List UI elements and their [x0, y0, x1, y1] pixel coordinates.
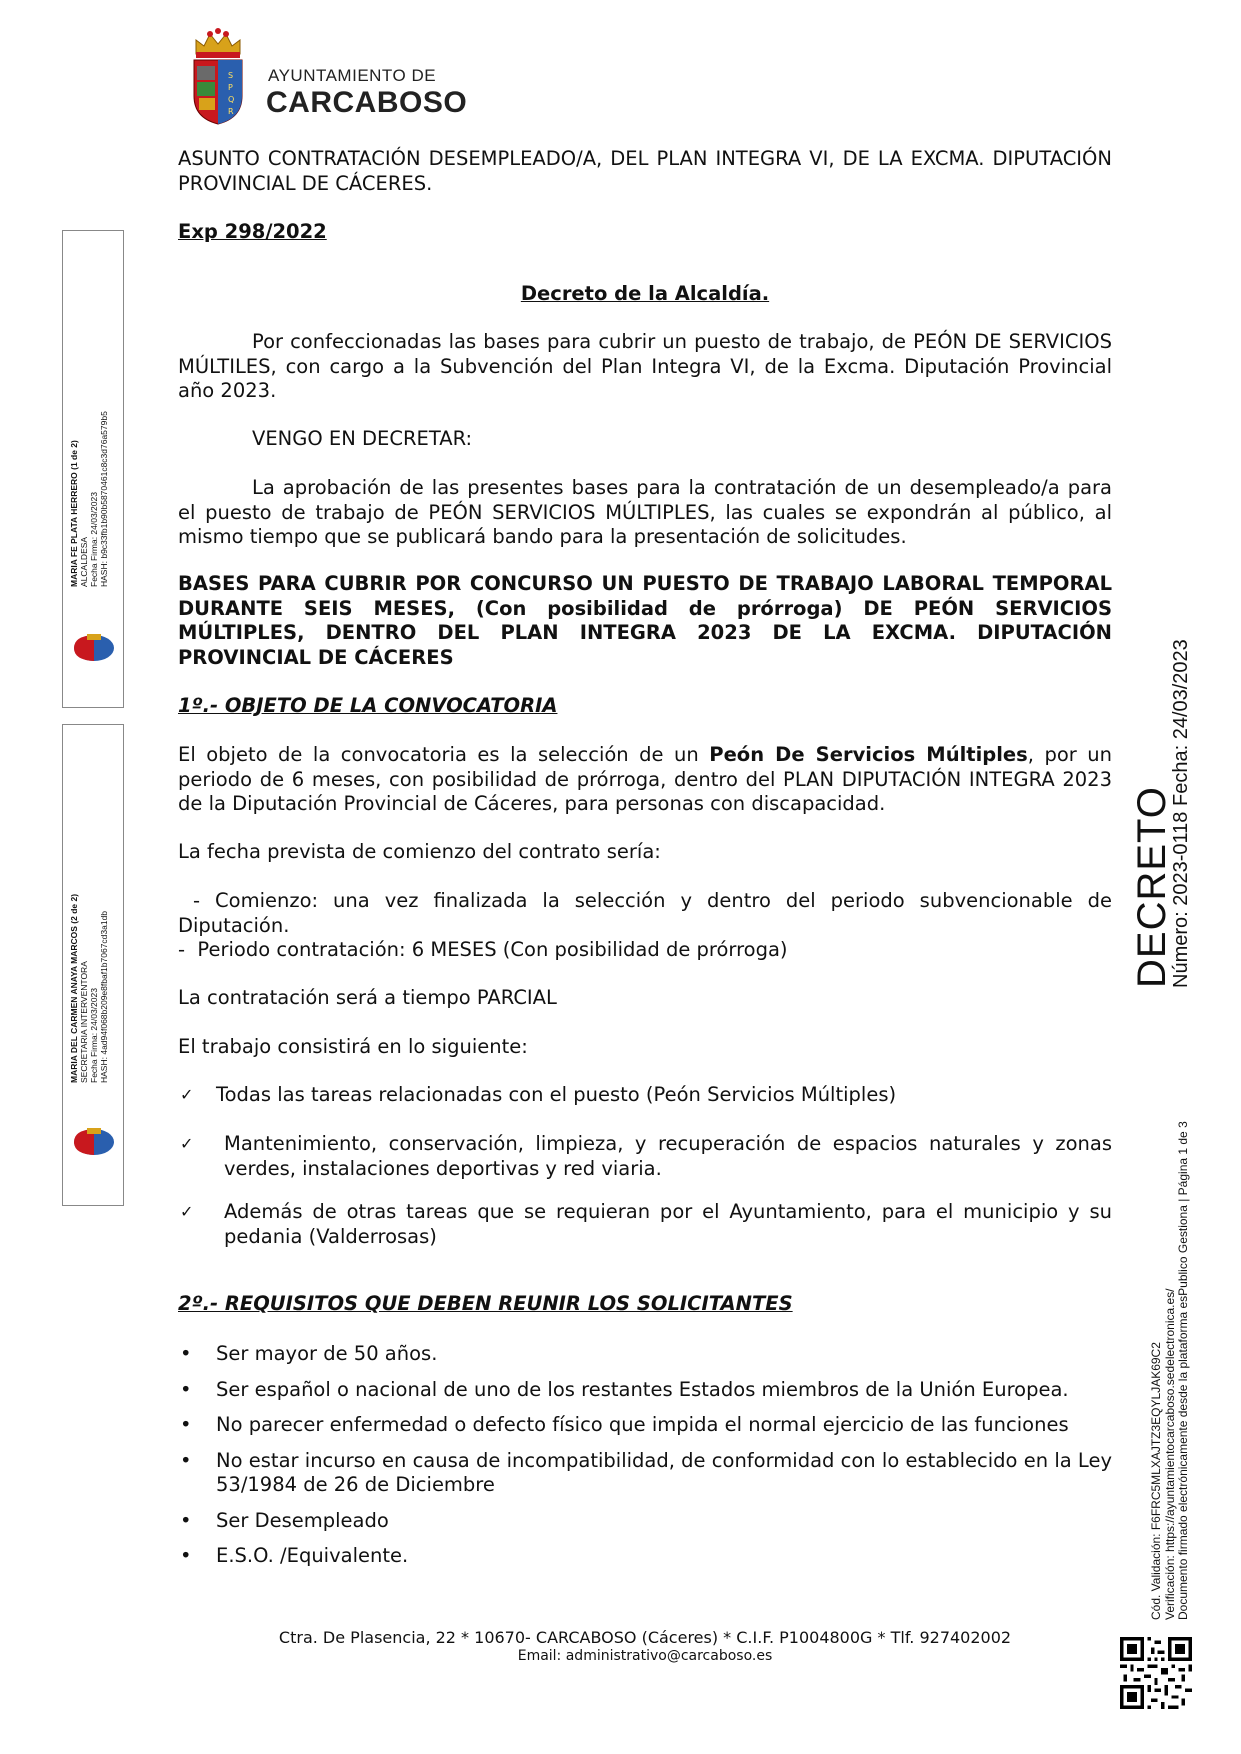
list-item: • No parecer enfermedad o defecto físico que impida el normal ejercicio de las funciones: [180, 1413, 1069, 1436]
mini-crest-icon: [71, 633, 117, 663]
check-icon: ✓: [180, 1085, 194, 1104]
objeto-text-post: , por un periodo de 6 meses, con posibilidad de prórroga, dentro del PLAN DIPUTACIÓN INTEGRA 2023 de la Diputación Provincial de Cáceres, para personas con discapacidad.: [178, 743, 1113, 815]
decreto-stamp: DECRETO: [1130, 786, 1174, 988]
svg-text:R: R: [228, 107, 234, 116]
intro-paragraph: Por confeccionadas las bases para cubrir un puesto de trabajo, de PEÓN DE SERVICIOS MÚLTILES, con cargo a la Subvención del Plan Integra VI, de la Excma. Diputación Provincial año 2023.: [178, 330, 1112, 402]
svg-text:P: P: [228, 83, 233, 92]
list-item: ✓ Todas las tareas relacionadas con el puesto (Peón Servicios Múltiples): [180, 1083, 897, 1106]
footer: [178, 1628, 1112, 1666]
bullet-icon: •: [180, 1544, 192, 1567]
signature-hash: HASH: b9c33fb1b90b5870461c8c3d76a579b5: [99, 411, 109, 587]
validation-code: Cód. Validación: F6FRC5MLXAJTZ3EQYLJAK69C2: [1149, 1342, 1163, 1620]
verification-url[interactable]: Verificación: https://ayuntamientocarcaboso.sedelectronica.es/: [1162, 1288, 1177, 1620]
signature-block-2: [69, 894, 109, 1083]
periodo-item: - Periodo contratación: 6 MESES (Con posibilidad de prórroga): [178, 938, 788, 961]
signature-panel-1: [62, 230, 124, 708]
fecha-prevista: La fecha prevista de comienzo del contrato sería:: [178, 840, 661, 863]
list-item: • E.S.O. /Equivalente.: [180, 1544, 409, 1567]
signer-name: MARIA DEL CARMEN ANAYA MARCOS (2 de 2): [69, 893, 79, 1083]
list-item: • No estar incurso en causa de incompatibilidad, de conformidad con lo establecido en la Ley 53/1984 de 26 de Diciembre: [180, 1448, 1112, 1496]
trabajo-line: El trabajo consistirá en lo siguiente:: [178, 1035, 528, 1058]
signature-date: Fecha Firma: 24/03/2023: [89, 988, 99, 1083]
requisitos-list: [178, 1342, 1112, 1569]
objeto-text-bold: Peón De Servicios Múltiples: [709, 743, 1028, 766]
mini-crest-icon: [71, 1127, 117, 1157]
list-item: ✓ Mantenimiento, conservación, limpieza, y recuperación de espacios naturales y zonas verdes, instalaciones deportivas y red viaria.: [180, 1132, 1112, 1180]
qr-code-icon[interactable]: [1120, 1637, 1192, 1709]
bullet-icon: •: [180, 1448, 192, 1472]
section2-heading: 2º.- REQUISITOS QUE DEBEN REUNIR LOS SOLICITANTES: [178, 1292, 793, 1315]
approval-paragraph: La aprobación de las presentes bases para la contratación de un desempleado/a para el puesto de trabajo de PEÓN SERVICIOS MÚLTIPLES, las cuales se expondrán al público, al mismo tiempo que se publicará bando para la presentación de solicitudes.: [178, 476, 1112, 548]
bases-title: BASES PARA CUBRIR POR CONCURSO UN PUESTO DE TRABAJO LABORAL TEMPORAL DURANTE SEIS MESES, (Con posibilidad de prórroga) DE PEÓN SERVICIOS MÚLTIPLES, DENTRO DEL PLAN INTEGRA 2023 DE LA EXCMA. DIPUTACIÓN PROVINCIAL DE CÁCERES: [178, 572, 1112, 669]
vengo-en-decretar: VENGO EN DECRETAR:: [252, 427, 473, 450]
list-item: ✓ Además de otras tareas que se requieran por el Ayuntamiento, para el municipio y su pedania (Valderrosas): [180, 1200, 1112, 1248]
bullet-icon: •: [180, 1413, 192, 1436]
objeto-text-pre: El objeto de la convocatoria es la selección de un: [178, 743, 710, 766]
org-name-line1: AYUNTAMIENTO DE: [268, 66, 437, 85]
objeto-paragraph: [178, 743, 1112, 817]
list-item: • Ser español o nacional de uno de los restantes Estados miembros de la Unión Europea.: [180, 1377, 1069, 1401]
tasks-list-3: [178, 1200, 1112, 1249]
tasks-list: [178, 1083, 1112, 1108]
footer-address: Ctra. De Plasencia, 22 * 10670- CARCABOSO (Cáceres) * C.I.F. P1004800G * Tlf. 927402002: [278, 1628, 1012, 1647]
signer-role: ALCALDESA: [79, 536, 89, 587]
list-item: • Ser Desempleado: [180, 1508, 389, 1532]
decreto-date: Fecha: 24/03/2023: [1170, 639, 1192, 806]
comienzo-item: - Comienzo: una vez finalizada la selección y dentro del periodo subvencionable de Diputación.: [178, 889, 1119, 937]
expediente-number: Exp 298/2022: [178, 220, 327, 243]
svg-text:Q: Q: [228, 95, 235, 104]
validation-block: [1150, 1121, 1191, 1620]
check-icon: ✓: [180, 1134, 194, 1153]
signature-panel-2: [62, 724, 124, 1206]
signer-name: MARIA FE PLATA HERRERO (1 de 2): [69, 440, 79, 587]
signature-date: Fecha Firma: 24/03/2023: [89, 492, 99, 587]
platform-note: Documento firmado electrónicamente desde la plataforma esPublico Gestiona | Página 1 de 3: [1176, 1121, 1190, 1620]
parcial-line: La contratación será a tiempo PARCIAL: [178, 986, 557, 1009]
section1-heading: 1º.- OBJETO DE LA CONVOCATORIA: [178, 694, 558, 717]
crest-letters: [220, 66, 248, 122]
bullet-icon: •: [180, 1342, 192, 1365]
signature-block-1: [69, 411, 109, 587]
org-name-line2: CARCABOSO: [266, 86, 468, 119]
bullet-icon: •: [180, 1377, 192, 1401]
check-icon: ✓: [180, 1202, 194, 1221]
decreto-number: Número: 2023-0118: [1170, 811, 1192, 988]
bullet-icon: •: [180, 1508, 192, 1532]
signer-role: SECRETARIA INTERVENTORA: [79, 961, 89, 1083]
tasks-list-2: [178, 1132, 1112, 1181]
footer-email: Email: administrativo@carcaboso.es: [517, 1648, 773, 1664]
asunto-paragraph: ASUNTO CONTRATACIÓN DESEMPLEADO/A, DEL PLAN INTEGRA VI, DE LA EXCMA. DIPUTACIÓN PROVINCIAL DE CÁCERES.: [178, 147, 1112, 195]
svg-text:S: S: [228, 71, 234, 80]
signature-hash: HASH: 4ad94f068b209e8fbaf1b7067cd3a1db: [99, 910, 109, 1083]
decree-title: Decreto de la Alcaldía.: [520, 282, 770, 305]
list-item: • Ser mayor de 50 años.: [180, 1342, 438, 1365]
header-logo: [188, 26, 468, 126]
